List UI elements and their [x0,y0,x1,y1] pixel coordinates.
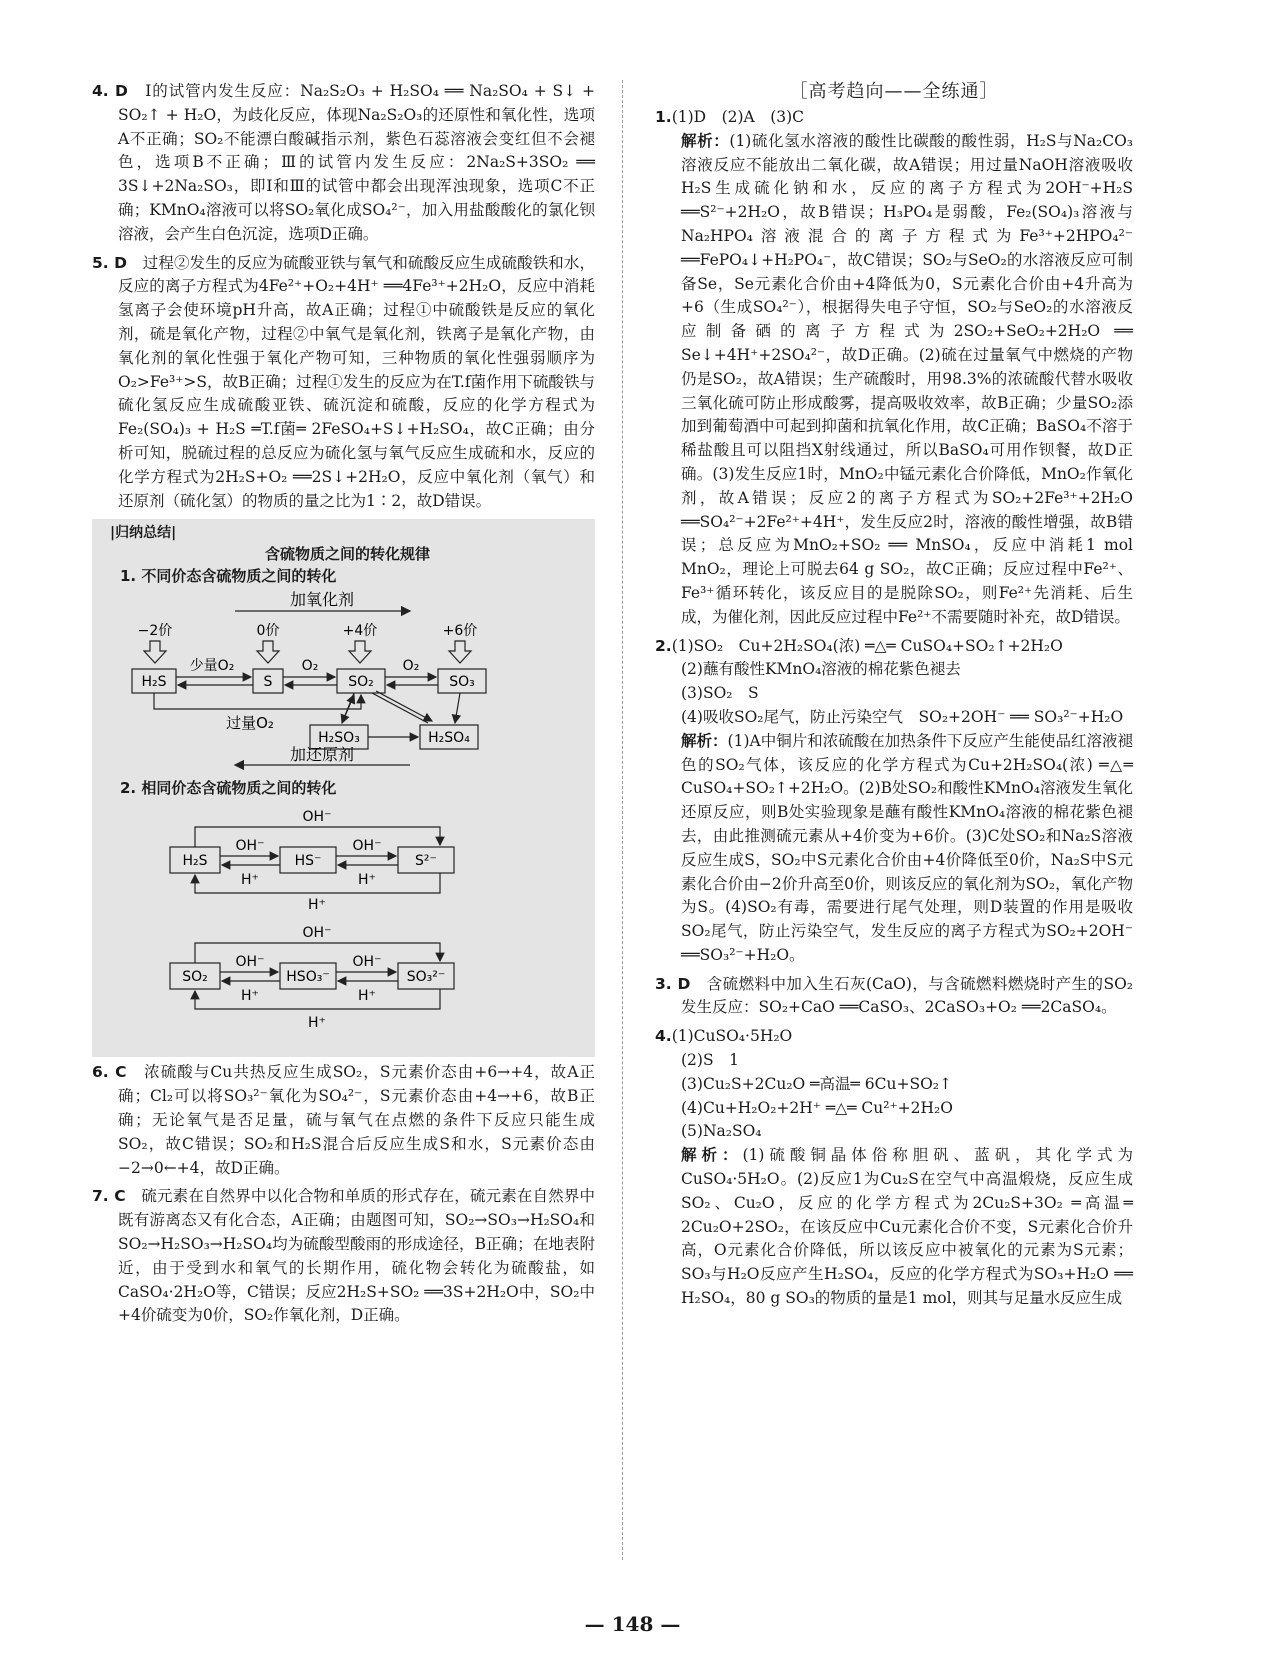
answer-item-2-analysis [655,730,1133,968]
summary-tag: |归纳总结| [110,525,177,542]
analysis-text: (1)硫化氢水溶液的酸性比碳酸的酸性弱，H₂S与Na₂CO₃溶液反应不能放出二氧化碳，故A错误；用过量NaOH溶液吸收H₂S生成硫化钠和水，反应的离子方程式为2OH⁻+H₂S ══S²⁻+2H₂O，故B错误；H₃PO₄是弱酸，Fe₂(SO₄)₃溶液与Na₂HPO₄溶液混合的离子方程式为Fe³⁺+2HPO₄²⁻ ══FePO₄↓+H₂PO₄⁻，故C错误；SO₂与SeO₂的水溶液反应可制备Se，Se元素化合价由+4降低为0，S元素化合价由+4升高为+6（生成SO₄²⁻），根据得失电子守恒，SO₂与SeO₂的水溶液反应制备硒的离子方程式为2SO₂+SeO₂+2H₂O ══ Se↓+4H⁺+2SO₄²⁻，故D正确。(2)硫在过量氧气中燃烧的产物仍是SO₂，故A错误；生产硫酸时，用98.3%的浓硫酸代替水吸收三氧化硫可防止形成酸雾，提高吸收效率，故B正确；少量SO₂添加到葡萄酒中可起到抑菌和抗氧化作用，故C正确；BaSO₄不溶于稀盐酸且可以阻挡X射线通过，所以BaSO₄可用作钡餐，故D正确。(3)发生反应1时，MnO₂中锰元素化合价降低，MnO₂作氧化剂，故A错误；反应2的离子方程式为SO₂+2Fe³⁺+2H₂O ══SO₄²⁻+2Fe²⁺+4H⁺，发生反应2时，溶液的酸性增强，故B错误；总反应为MnO₂+SO₂ ══ MnSO₄，反应中消耗1 mol MnO₂，理论上可脱去64 g SO₂，故C正确；反应过程中Fe²⁺、Fe³⁺循环转化，该反应目的是脱除SO₂，则Fe²⁺先消耗、后生成，为催化剂，因此反应过程中Fe²⁺不需要随时补充，故D错误。 [681,131,1133,626]
h-label: H⁺ [308,1015,326,1032]
box-h2so3: H₂SO₃ [318,730,360,747]
summary-box [92,519,595,1057]
box-h2s: H₂S [182,853,208,870]
excess-o2-label: 过量O₂ [226,714,274,733]
item-number: 6. C [92,1063,127,1082]
analysis-text: (1)硫酸铜晶体俗称胆矾、蓝矾，其化学式为CuSO₄·5H₂O。(2)反应1为Cu₂S在空气中高温煅烧，反应生成SO₂、Cu₂O，反应的化学方程式为2Cu₂S+3O₂ ═高温═ 2Cu₂O+2SO₂，在该反应中Cu元素化合价不变，S元素化合价升高，O元素化合价降低，所以该反应中被氧化的元素为S元素；SO₃与H₂O反应产生H₂SO₄，反应的化学方程式为SO₃+H₂O ══ H₂SO₄，80 g SO₃的物质的量是1 mol，则其与足量水反应生成 [681,1146,1133,1308]
valence-conversion-diagram [110,587,580,777]
h-label: H⁺ [358,988,376,1005]
item-text: 硫元素在自然界中以化合物和单质的形式存在，硫元素在自然界中既有游离态又有化合态，A正确；由题图可知，SO₂→SO₃→H₂SO₄和SO₂→H₂SO₃→H₂SO₄均为硫酸型酸雨的形成途径，B正确；在地表附近，由于受到水和氧气的长期作用，硫化物会转化为硫酸盐，如CaSO₄·2H₂O等，C错误；反应2H₂S+SO₂ ══3S+2H₂O中，SO₂中+4价硫变为0价，SO₂作氧化剂，D正确。 [118,1187,595,1325]
item-text: Ⅰ的试管内发生反应：Na₂S₂O₃ + H₂SO₄ ══ Na₂SO₄ + S↓ + SO₂↑ + H₂O，为歧化反应，体现Na₂S₂O₃的还原性和氧化性，选项A不正确；SO₂不能漂白酸碱指示剂，紫色石蕊溶液会变红但不会褪色，选项B不正确；Ⅲ的试管内发生反应：2Na₂S+3SO₂ ══ 3S↓+2Na₂SO₃，即Ⅰ和Ⅲ的试管中都会出现浑浊现象，选项C不正确；KMnO₄溶液可以将SO₂氧化成SO₄²⁻，加入用盐酸酸化的氯化钡溶液，会产生白色沉淀，选项D正确。 [118,82,595,243]
item-number: 5. D [92,253,128,272]
column-divider [622,80,623,1560]
answer-item-4 [92,80,595,247]
summary-subtitle-2: 2. 相同价态含硫物质之间的转化 [120,779,337,798]
box-s: S [263,674,273,691]
o2-label-b: O₂ [402,658,420,675]
oh-label: OH⁻ [352,954,382,971]
item-number: 1. [655,108,672,126]
add-reductant-label: 加还原剂 [289,745,355,765]
oh-label: OH⁻ [302,925,332,942]
item-answer: (1)D (2)A (3)C [671,108,805,126]
valence-0: 0价 [256,623,280,640]
item-text: 过程②发生的反应为硫酸亚铁与氧气和硫酸反应生成硫酸铁和水，反应的离子方程式为4Fe²⁺+O₂+4H⁺ ══4Fe³⁺+2H₂O，反应中消耗氢离子会使环境pH升高，故A正确；过程①中硫酸铁是反应的氧化剂，硫是氧化产物，过程②中氧气是氧化剂，铁离子是氧化产物，由氧化剂的氧化性强于氧化产物可知，三种物质的氧化性强弱顺序为O₂>Fe³⁺>S，故B正确；过程①发生的反应为在T.f菌作用下硫酸铁与硫化氢反应生成硫酸亚铁、硫沉淀和硫酸，反应的化学方程式为Fe₂(SO₄)₃ + H₂S ═T.f菌═ 2FeSO₄+S↓+H₂SO₄，故C正确；由分析可知，脱硫过程的总反应为硫化氢与氧气反应生成硫和水，反应的化学方程式为2H₂S+O₂ ══2S↓+2H₂O，反应中氧化剂（氧气）和还原剂（硫化氢）的物质的量之比为1∶2，故D错误。 [118,253,595,510]
summary-subtitle-1: 1. 不同价态含硫物质之间的转化 [120,567,337,586]
box-h2so4: H₂SO₄ [428,730,470,747]
valence-plus4: +4价 [342,623,378,640]
add-oxidant-label: 加氧化剂 [289,590,355,610]
box-so3: SO₃ [449,674,475,691]
answer-item-7 [92,1185,595,1328]
valence-plus6: +6价 [442,623,478,640]
analysis-label: 解析： [681,131,730,150]
oh-label: OH⁻ [352,838,382,855]
page-number: — 148 — [584,1612,681,1636]
answer-line: (5)Na₂SO₄ [681,1122,762,1141]
box-hso3: HSO₃⁻ [286,969,330,986]
left-column [92,80,595,1328]
h-label: H⁺ [358,872,376,889]
answer-line: (2)S 1 [681,1051,739,1070]
box-hs: HS⁻ [294,853,322,870]
item-number: 7. C [92,1187,126,1206]
right-column [655,80,1133,1311]
answer-line: (2)蘸有酸性KMnO₄溶液的棉花紫色褪去 [681,660,961,679]
item-text: 浓硫酸与Cu共热反应生成SO₂，S元素价态由+6→+4，故A正确；Cl₂可以将SO₃²⁻氧化为SO₄²⁻，S元素价态由+4→+6，故B正确；无论氧气是否足量，硫与氧气在点燃的条件下反应只能生成SO₂，故C错误；SO₂和H₂S混合后反应生成S和水，S元素价态由−2→0←+4，故D正确。 [118,1063,595,1177]
item-number: 4. [655,1027,672,1046]
answer-item-5 [92,252,595,514]
h-label: H⁺ [241,872,259,889]
analysis-label: 解析： [681,1146,743,1165]
item-answer: (1)CuSO₄·5H₂O [671,1027,793,1046]
h-label: H⁺ [241,988,259,1005]
oh-label: OH⁻ [235,838,265,855]
answer-item-2-header [655,635,1133,659]
summary-title: 含硫物质之间的转化规律 [264,545,430,564]
answer-item-1-analysis [655,130,1133,630]
analysis-text: (1)A中铜片和浓硫酸在加热条件下反应产生能使品红溶液褪色的SO₂气体，该反应的化学方程式为Cu+2H₂SO₄(浓) ═△═ CuSO₄+SO₂↑+2H₂O。(2)B处SO₂和酸性KMnO₄溶液发生氧化还原反应，则B处实验现象是蘸有酸性KMnO₄溶液的棉花紫色褪去，由此推测硫元素从+4价变为+6价。(3)C处SO₂和Na₂S溶液反应生成S，SO₂中S元素化合价由+4价降低至0价，Na₂S中S元素化合价由−2价升高至0价，则该反应的氧化剂为SO₂，氧化产物为S。(4)SO₂有毒，需要进行尾气处理，则D装置的作用是吸收SO₂尾气，防止污染空气，发生反应的离子方程式为SO₂+2OH⁻ ══SO₃²⁻+H₂O。 [681,731,1133,964]
little-o2-label: 少量O₂ [189,658,235,675]
o2-label-a: O₂ [301,658,319,675]
answer-item-6 [92,1061,595,1180]
same-valence-conversion-diagram [110,799,580,1049]
answer-line: (4)吸收SO₂尾气，防止污染空气 SO₂+2OH⁻ ══ SO₃²⁻+H₂O [681,707,1124,726]
answer-line: (3)SO₂ S [681,684,759,703]
h-label: H⁺ [308,897,326,914]
answer-line: (3)Cu₂S+2Cu₂O ═高温═ 6Cu+SO₂↑ [681,1074,952,1093]
item-answer: (1)SO₂ Cu+2H₂SO₄(浓) ═△═ CuSO₄+SO₂↑+2H₂O [671,636,1063,655]
answer-line: (4)Cu+H₂O₂+2H⁺ ═△═ Cu²⁺+2H₂O [681,1098,953,1117]
answer-item-3 [655,973,1133,1021]
section-header: ［高考趋向——全练通］ [789,81,999,102]
box-so2: SO₂ [182,969,208,986]
box-so2: SO₂ [348,674,374,691]
item-number: 2. [655,636,672,655]
valence-neg2: −2价 [137,623,173,640]
item-number: 4. D [92,82,128,100]
answer-item-4-header [655,1025,1133,1049]
oh-label: OH⁻ [235,954,265,971]
box-s2: S²⁻ [415,853,437,870]
box-so3-ion: SO₃²⁻ [406,969,446,986]
box-h2s: H₂S [141,674,167,691]
answer-item-1-header [655,106,1133,130]
item-number: 3. D [655,974,691,993]
item-text: 含硫燃料中加入生石灰(CaO)，与含硫燃料燃烧时产生的SO₂发生反应：SO₂+CaO ══CaSO₃、2CaSO₃+O₂ ══2CaSO₄。 [681,974,1133,1017]
oh-label: OH⁻ [302,809,332,826]
answer-item-4-analysis [655,1144,1133,1311]
analysis-label: 解析： [681,731,728,750]
